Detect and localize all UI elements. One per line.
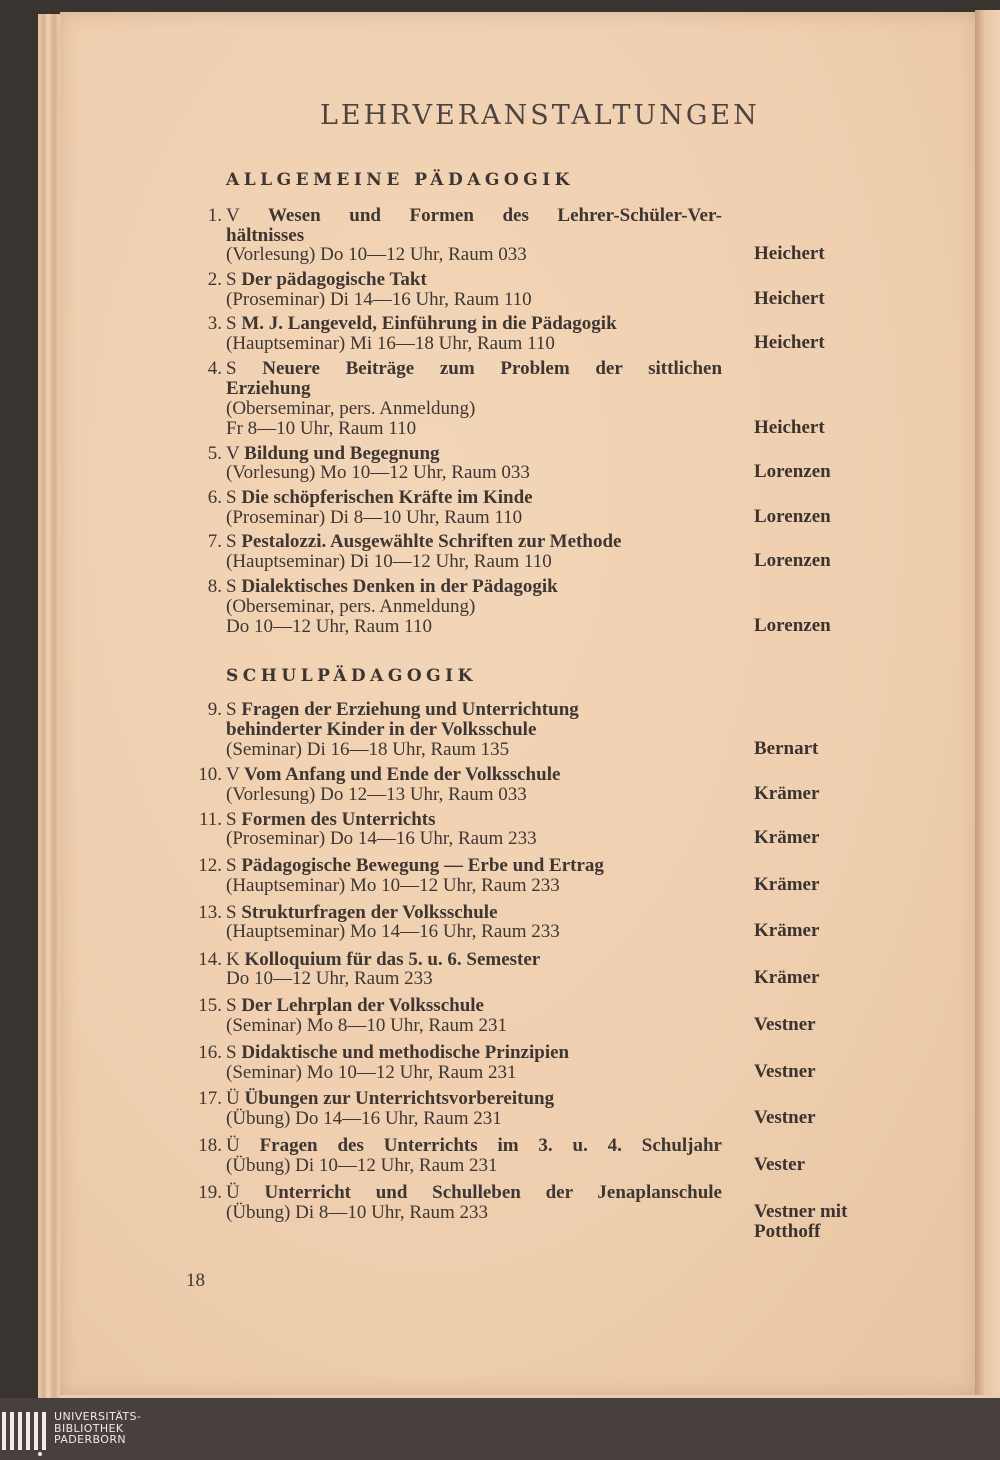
course-instructor: Lorenzen (754, 550, 831, 571)
course-details: (Vorlesung) Mo 10—12 Uhr, Raum 033 (226, 462, 530, 483)
course-title (226, 206, 722, 226)
course-title-line: Die schöpferischen Kräfte im Kinde (241, 487, 533, 508)
course-title-line: Kolloquium für das 5. u. 6. Semester (244, 949, 541, 970)
course-number: 18. (198, 1135, 222, 1156)
course-details: (Hauptseminar) Mi 16—18 Uhr, Raum 110 (226, 333, 555, 354)
course-title-line: Übungen zur Unterrichtsvorbereitung (244, 1088, 555, 1109)
course-title (226, 1183, 722, 1203)
course-number: 17. (198, 1088, 222, 1109)
course-instructor: Heichert (754, 243, 825, 264)
course-details: Do 10—12 Uhr, Raum 233 (226, 968, 433, 989)
course-number: 11. (198, 809, 222, 830)
course-instructor: Vester (754, 1154, 805, 1175)
course-title-line: Strukturfragen der Volksschule (241, 902, 498, 923)
course-details: (Hauptseminar) Di 10—12 Uhr, Raum 110 (226, 551, 552, 572)
course-number: 19. (198, 1182, 222, 1203)
course-title (226, 359, 722, 379)
course-title-line: Didaktische und methodische Prinzipien (241, 1042, 570, 1063)
section-title-allgemeine-paedagogik: ALLGEMEINE PÄDAGOGIK (226, 170, 574, 190)
logo-line: PADERBORN (54, 1433, 127, 1446)
course-number: 2. (207, 269, 222, 290)
course-title (226, 996, 484, 1016)
course-details: (Proseminar) Do 14—16 Uhr, Raum 233 (226, 828, 537, 849)
course-title (226, 1043, 569, 1063)
course-type: S (226, 269, 237, 290)
section-title-schulpaedagogik: SCHULPÄDAGOGIK (226, 666, 477, 686)
course-details: Do 10—12 Uhr, Raum 110 (226, 616, 432, 637)
course-title-line: behinderter Kinder in der Volksschule (226, 719, 537, 740)
course-title-line: Formen des Unterrichts (241, 809, 436, 830)
course-number: 13. (198, 902, 222, 923)
course-title-line: hältnisses (226, 225, 305, 246)
course-number: 16. (198, 1042, 222, 1063)
course-type: S (226, 855, 237, 876)
course-instructor: Lorenzen (754, 506, 831, 527)
course-title (226, 444, 440, 464)
course-details: (Hauptseminar) Mo 14—16 Uhr, Raum 233 (226, 921, 560, 942)
course-title (226, 488, 533, 508)
course-instructor: Vestner (754, 1014, 816, 1035)
course-title-line: Pestalozzi. Ausgewählte Schriften zur Methode (241, 531, 622, 552)
course-type: K (226, 949, 240, 970)
course-number: 6. (207, 487, 222, 508)
course-instructor: Vestner mit (754, 1201, 848, 1222)
course-type: S (226, 576, 237, 597)
course-number: 9. (207, 699, 222, 720)
course-title (226, 577, 558, 597)
course-instructor: Krämer (754, 827, 820, 848)
course-instructor: Heichert (754, 332, 825, 353)
course-number: 14. (198, 949, 222, 970)
course-title (226, 270, 427, 290)
course-instructor: Vestner (754, 1107, 816, 1128)
course-type: Ü (226, 1182, 240, 1203)
course-title-line: Pädagogische Bewegung — Erbe und Ertrag (241, 855, 604, 876)
course-title (226, 765, 560, 785)
course-type: Ü (226, 1088, 240, 1109)
course-title-line: Vom Anfang und Ende der Volksschule (244, 764, 561, 785)
course-type: V (226, 764, 240, 785)
course-details: (Seminar) Mo 8—10 Uhr, Raum 231 (226, 1015, 508, 1036)
course-title-line: Neuere Beiträge zum Problem der sittlichen (262, 358, 723, 379)
course-type: V (226, 443, 240, 464)
course-number: 4. (207, 358, 222, 379)
course-number: 15. (198, 995, 222, 1016)
course-instructor: Krämer (754, 783, 820, 804)
course-details: (Oberseminar, pers. Anmeldung) (226, 398, 476, 419)
course-title (226, 903, 498, 923)
course-number: 5. (207, 443, 222, 464)
course-type: S (226, 358, 237, 379)
course-title (226, 1136, 722, 1156)
course-details: (Übung) Di 10—12 Uhr, Raum 231 (226, 1155, 498, 1176)
logo-line: BIBLIOTHEK (54, 1421, 124, 1435)
course-details: (Vorlesung) Do 12—13 Uhr, Raum 033 (226, 784, 527, 805)
course-type: S (226, 699, 237, 720)
course-title (226, 532, 621, 552)
course-type: S (226, 531, 237, 552)
course-instructor: Lorenzen (754, 615, 831, 636)
course-title-line: Der Lehrplan der Volksschule (241, 995, 484, 1016)
course-number: 12. (198, 855, 222, 876)
course-title-line: Bildung und Begegnung (244, 443, 440, 464)
course-number: 1. (207, 205, 222, 226)
course-title-line: Fragen der Erziehung und Unterrichtung (241, 699, 579, 720)
course-type: S (226, 487, 237, 508)
course-details: (Oberseminar, pers. Anmeldung) (226, 596, 476, 617)
course-title-line: M. J. Langeveld, Einführung in die Pädagogik (241, 313, 617, 334)
logo-line: UNIVERSITÄTS- (54, 1410, 142, 1423)
course-title (226, 856, 604, 876)
course-type: S (226, 995, 237, 1016)
course-number: 10. (198, 764, 222, 785)
course-number: 8. (207, 576, 222, 597)
course-title (226, 810, 436, 830)
course-instructor: Krämer (754, 920, 820, 941)
course-title (226, 314, 617, 334)
course-instructor: Heichert (754, 417, 825, 438)
course-details: (Seminar) Di 16—18 Uhr, Raum 135 (226, 739, 510, 760)
course-type: S (226, 902, 237, 923)
course-type: S (226, 313, 237, 334)
course-title (226, 950, 540, 970)
page-number: 18 (186, 1270, 205, 1291)
course-title-line: Unterricht und Schulleben der Jenaplanschule (264, 1182, 722, 1203)
course-title-line: Wesen und Formen des Lehrer-Schüler-Ver- (267, 205, 723, 226)
course-instructor-line-2: Potthoff (754, 1221, 821, 1242)
course-instructor: Krämer (754, 967, 820, 988)
course-type: S (226, 1042, 237, 1063)
course-type: V (226, 205, 240, 226)
course-type: S (226, 809, 237, 830)
page-title: LEHRVERANSTALTUNGEN (320, 100, 760, 131)
course-details: (Proseminar) Di 14—16 Uhr, Raum 110 (226, 289, 532, 310)
course-instructor: Bernart (754, 738, 819, 759)
course-instructor: Krämer (754, 874, 820, 895)
page-fold (975, 10, 1000, 1395)
course-title (226, 1089, 554, 1109)
course-title-line: Erziehung (226, 378, 311, 399)
course-details: (Hauptseminar) Mo 10—12 Uhr, Raum 233 (226, 875, 560, 896)
course-details: (Seminar) Mo 10—12 Uhr, Raum 231 (226, 1062, 517, 1083)
course-instructor: Vestner (754, 1061, 816, 1082)
library-logo-text (54, 1411, 141, 1446)
course-details: (Proseminar) Di 8—10 Uhr, Raum 110 (226, 507, 523, 528)
course-title-line: Der pädagogische Takt (241, 269, 427, 290)
course-title (226, 700, 579, 720)
course-details: (Übung) Di 8—10 Uhr, Raum 233 (226, 1202, 489, 1223)
course-details: Fr 8—10 Uhr, Raum 110 (226, 418, 417, 439)
course-number: 3. (207, 313, 222, 334)
course-type: Ü (226, 1135, 240, 1156)
course-details: (Übung) Do 14—16 Uhr, Raum 231 (226, 1108, 502, 1129)
course-title-line: Fragen des Unterrichts im 3. u. 4. Schuljahr (259, 1135, 722, 1156)
course-details: (Vorlesung) Do 10—12 Uhr, Raum 033 (226, 244, 527, 265)
course-instructor: Heichert (754, 288, 825, 309)
course-instructor: Lorenzen (754, 461, 831, 482)
course-number: 7. (207, 531, 222, 552)
course-title-line: Dialektisches Denken in der Pädagogik (241, 576, 558, 597)
